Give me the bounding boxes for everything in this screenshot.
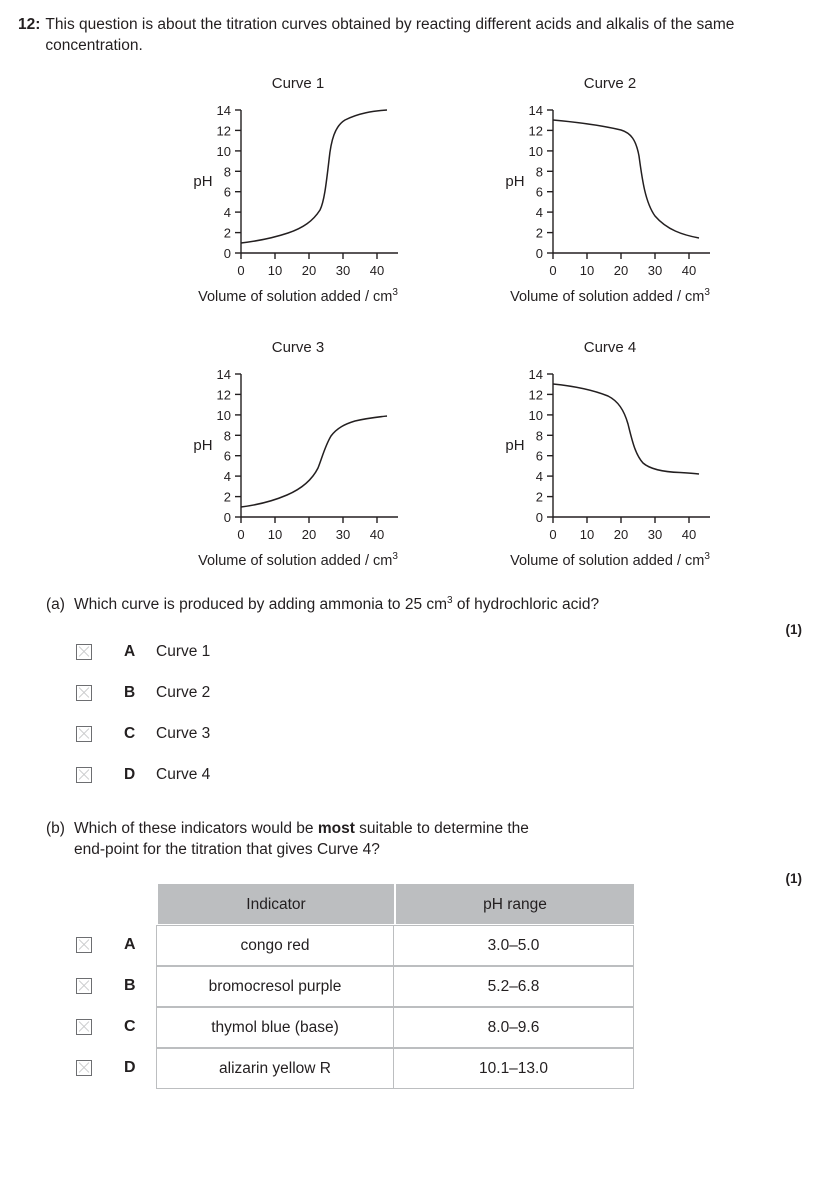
part-a-text-tail: of hydrochloric acid? [452, 596, 600, 614]
chart-caption-text-1: Volume of solution added / cm [198, 288, 393, 305]
svg-text:0: 0 [535, 245, 543, 261]
checkbox-b-d[interactable] [76, 1060, 92, 1076]
chart-title-3: Curve 3 [271, 338, 325, 356]
checkbox-b-a[interactable] [76, 937, 92, 953]
cell-indicator-b: bromocresol purple [156, 966, 394, 1007]
svg-text:10: 10 [528, 407, 543, 423]
part-b-marks: (1) [785, 870, 802, 886]
checkbox-b[interactable] [76, 685, 92, 701]
part-b-label: (b) [46, 819, 65, 837]
cell-indicator-c: thymol blue (base) [156, 1007, 394, 1048]
part-b-text-2: suitable to determine the [354, 819, 529, 837]
svg-text:10: 10 [579, 526, 595, 542]
chart-caption-4 [460, 551, 760, 569]
svg-text:20: 20 [301, 262, 317, 278]
svg-text:pH: pH [505, 436, 525, 454]
svg-text:14: 14 [216, 366, 231, 382]
option-letter-b-c: C [124, 1018, 136, 1036]
svg-text:6: 6 [223, 184, 231, 200]
part-a-head [46, 594, 808, 616]
svg-text:0: 0 [237, 262, 245, 278]
svg-text:14: 14 [528, 366, 543, 382]
svg-text:pH: pH [193, 436, 213, 454]
table-row[interactable] [14, 1048, 808, 1089]
svg-text:10: 10 [579, 262, 595, 278]
svg-text:6: 6 [535, 184, 543, 200]
part-b [14, 818, 808, 1089]
chart-caption-1 [148, 287, 448, 305]
svg-text:pH: pH [193, 172, 213, 190]
part-a-text-main: Which curve is produced by adding ammonia to 25 cm [74, 596, 448, 614]
svg-text:12: 12 [528, 123, 543, 139]
svg-text:40: 40 [681, 526, 697, 542]
svg-text:0: 0 [549, 262, 557, 278]
chart-svg-wrap-4 [460, 362, 760, 547]
svg-text:8: 8 [223, 427, 231, 443]
svg-text:10: 10 [267, 526, 283, 542]
charts-row-top [14, 75, 808, 305]
checkbox-d[interactable] [76, 767, 92, 783]
chart-title-4: Curve 4 [583, 338, 637, 356]
chart-caption-sup-2: 3 [704, 286, 710, 298]
svg-text:2: 2 [535, 489, 543, 505]
option-letter-b-b: B [124, 977, 136, 995]
svg-text:0: 0 [237, 526, 245, 542]
svg-text:14: 14 [216, 102, 231, 118]
table-header-row [157, 883, 808, 925]
svg-text:6: 6 [535, 448, 543, 464]
svg-text:40: 40 [369, 526, 385, 542]
chart-caption-3 [148, 551, 448, 569]
svg-text:8: 8 [535, 427, 543, 443]
svg-text:0: 0 [223, 509, 231, 525]
cell-range-c: 8.0–9.6 [394, 1007, 634, 1048]
svg-text:4: 4 [223, 204, 231, 220]
part-a [14, 594, 808, 796]
option-text-c: Curve 3 [156, 725, 211, 743]
chart-curve-4 [460, 339, 760, 569]
svg-text:40: 40 [681, 262, 697, 278]
svg-text:6: 6 [223, 448, 231, 464]
part-a-label: (a) [46, 596, 65, 614]
chart-plot-3 [163, 362, 433, 547]
svg-text:30: 30 [335, 262, 351, 278]
question-text: This question is about the titration curves obtained by reacting different acids and alkalis of the same concentration. [45, 16, 735, 55]
question-stem [18, 14, 808, 57]
option-letter-b: B [124, 684, 136, 702]
option-letter-b-d: D [124, 1059, 136, 1077]
chart-svg-wrap-2 [460, 98, 760, 283]
chart-caption-sup-3: 3 [392, 550, 398, 562]
svg-text:40: 40 [369, 262, 385, 278]
option-text-a: Curve 1 [156, 643, 211, 661]
chart-curve-3 [148, 339, 448, 569]
part-b-text [74, 818, 529, 861]
checkbox-b-b[interactable] [76, 978, 92, 994]
option-letter-b-a: A [124, 936, 136, 954]
svg-text:10: 10 [216, 143, 231, 159]
svg-text:0: 0 [535, 509, 543, 525]
part-b-head [46, 818, 808, 861]
part-a-text-sup: 3 [447, 595, 453, 607]
chart-plot-2 [475, 98, 745, 283]
chart-plot-4 [475, 362, 745, 547]
chart-caption-text-4: Volume of solution added / cm [510, 552, 705, 569]
chart-caption-2 [460, 287, 760, 305]
chart-curve-1 [148, 75, 448, 305]
chart-svg-wrap-1 [148, 98, 448, 283]
chart-title-1: Curve 1 [271, 74, 325, 92]
chart-title-2: Curve 2 [583, 74, 637, 92]
option-letter-a: A [124, 643, 136, 661]
svg-text:pH: pH [505, 172, 525, 190]
chart-caption-sup-4: 3 [704, 550, 710, 562]
cell-indicator-a: congo red [156, 925, 394, 966]
svg-text:30: 30 [647, 262, 663, 278]
svg-text:2: 2 [223, 489, 231, 505]
svg-text:20: 20 [613, 262, 629, 278]
svg-text:0: 0 [549, 526, 557, 542]
svg-text:2: 2 [535, 225, 543, 241]
option-letter-d: D [124, 766, 136, 784]
svg-text:12: 12 [528, 386, 543, 402]
cell-indicator-d: alizarin yellow R [156, 1048, 394, 1089]
svg-text:14: 14 [528, 102, 543, 118]
svg-text:30: 30 [335, 526, 351, 542]
svg-text:4: 4 [223, 468, 231, 484]
checkbox-a[interactable] [76, 644, 92, 660]
checkbox-b-c[interactable] [76, 1019, 92, 1035]
table-row[interactable] [14, 1007, 808, 1048]
svg-text:30: 30 [647, 526, 663, 542]
svg-text:0: 0 [223, 245, 231, 261]
option-row-c[interactable] [76, 714, 808, 755]
table-header-indicator: Indicator [157, 883, 395, 925]
chart-caption-text-2: Volume of solution added / cm [510, 288, 705, 305]
chart-plot-1 [163, 98, 433, 283]
option-letter-c: C [124, 725, 136, 743]
question-number: 12: [18, 16, 41, 33]
svg-text:10: 10 [528, 143, 543, 159]
cell-range-b: 5.2–6.8 [394, 966, 634, 1007]
part-a-text [74, 594, 599, 616]
part-b-text-1: Which of these indicators would be [74, 819, 318, 837]
svg-text:20: 20 [613, 526, 629, 542]
option-row-a[interactable] [76, 632, 808, 673]
chart-svg-wrap-3 [148, 362, 448, 547]
table-row[interactable] [14, 925, 808, 966]
checkbox-c[interactable] [76, 726, 92, 742]
part-b-text-bold: most [317, 819, 355, 837]
option-row-d[interactable] [76, 755, 808, 796]
part-b-text-3: end-point for the titration that gives Curve 4? [74, 841, 380, 859]
option-text-b: Curve 2 [156, 684, 211, 702]
svg-text:20: 20 [301, 526, 317, 542]
svg-text:12: 12 [216, 123, 231, 139]
svg-text:10: 10 [267, 262, 283, 278]
part-a-options [14, 632, 808, 796]
indicator-table [14, 883, 808, 1089]
cell-range-d: 10.1–13.0 [394, 1048, 634, 1089]
chart-caption-sup-1: 3 [392, 286, 398, 298]
charts-row-bottom [14, 339, 808, 569]
chart-curve-2 [460, 75, 760, 305]
option-text-d: Curve 4 [156, 766, 211, 784]
svg-text:2: 2 [223, 225, 231, 241]
table-row[interactable] [14, 966, 808, 1007]
option-row-b[interactable] [76, 673, 808, 714]
part-a-marks: (1) [785, 622, 802, 638]
cell-range-a: 3.0–5.0 [394, 925, 634, 966]
svg-text:12: 12 [216, 386, 231, 402]
svg-text:4: 4 [535, 468, 543, 484]
svg-text:10: 10 [216, 407, 231, 423]
svg-text:8: 8 [223, 164, 231, 180]
table-header-ph-range: pH range [395, 883, 635, 925]
svg-text:4: 4 [535, 204, 543, 220]
svg-text:8: 8 [535, 164, 543, 180]
chart-caption-text-3: Volume of solution added / cm [198, 552, 393, 569]
